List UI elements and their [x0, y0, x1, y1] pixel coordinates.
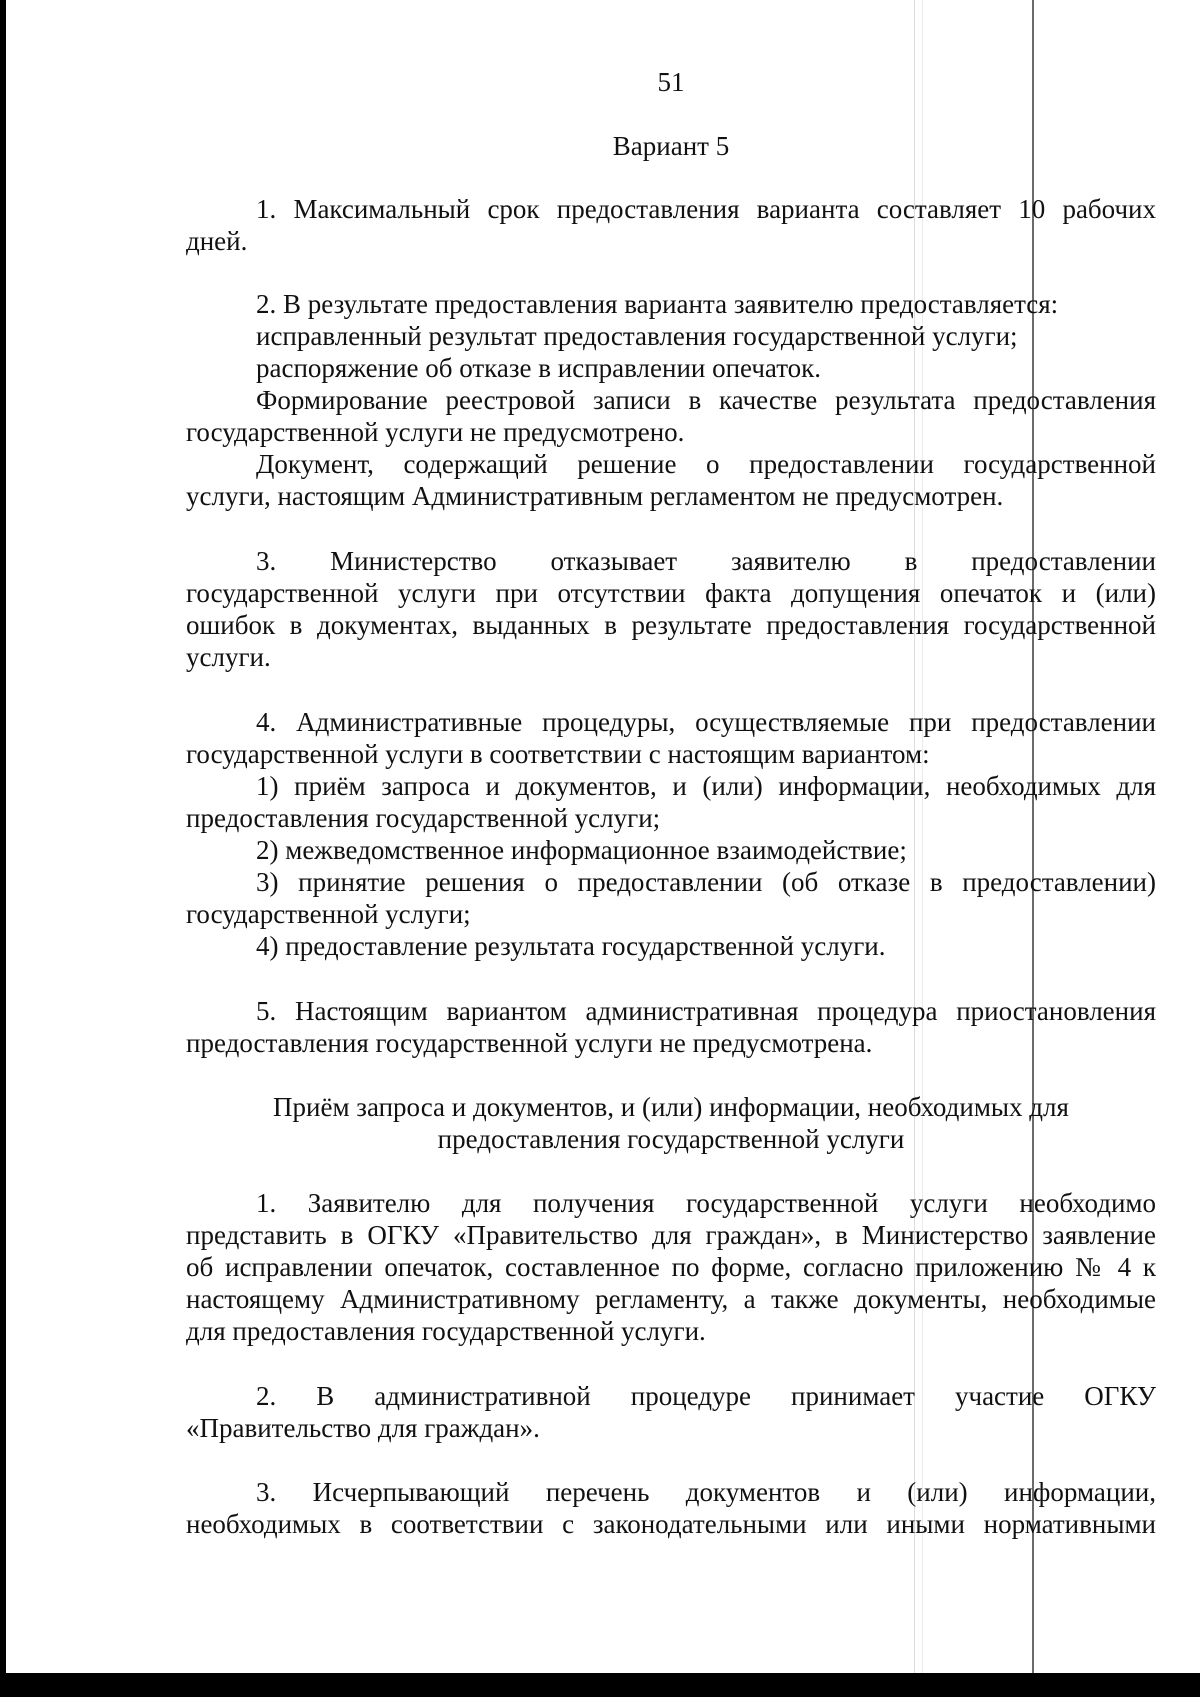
paragraph-line: 1. Максимальный срок предоставления варианта составляет 10 рабочих — [256, 194, 1156, 224]
paragraph-line: 3. Исчерпывающий перечень документов и (или) информации, — [256, 1477, 1156, 1507]
list-item: 1) приём запроса и документов, и (или) информации, необходимых для — [256, 771, 1156, 801]
scan-artifact-line — [922, 0, 923, 1673]
paragraph-line: 3. Министерство отказывает заявителю в предоставлении — [256, 546, 1156, 576]
list-item: 2) межведомственное информационное взаимодействие; — [256, 835, 907, 865]
paragraph-line: дней. — [186, 226, 248, 256]
page-number: 51 — [657, 67, 685, 97]
paragraph-line: услуги. — [186, 642, 271, 672]
paragraph-line: для предоставления государственной услуги. — [186, 1316, 706, 1346]
paragraph-line: Формирование реестровой записи в качестве результата предоставления — [256, 385, 1156, 415]
paragraph-line: государственной услуги не предусмотрено. — [186, 417, 685, 447]
scan-artifact-line — [1032, 0, 1034, 1673]
scan-artifact-line — [914, 0, 915, 1673]
paragraph-line: 1. Заявителю для получения государственной услуги необходимо — [256, 1188, 1156, 1218]
paragraph-line: представить в ОГКУ «Правительство для граждан», в Министерство заявление — [186, 1220, 1156, 1250]
paragraph-line: об исправлении опечаток, составленное по форме, согласно приложению № 4 к — [186, 1252, 1156, 1282]
paragraph-line: настоящему Административному регламенту, а также документы, необходимые — [186, 1284, 1156, 1314]
paragraph-line: необходимых в соответствии с законодательными или иными нормативными — [186, 1509, 1156, 1539]
paragraph-line: ошибок в документах, выданных в результате предоставления государственной — [186, 610, 1156, 640]
paragraph-line: исправленный результат предоставления государственной услуги; — [256, 321, 1018, 351]
paragraph-line: «Правительство для граждан». — [186, 1413, 540, 1443]
paragraph-line: государственной услуги при отсутствии факта допущения опечаток и (или) — [186, 578, 1156, 608]
paragraph-line: 2. В результате предоставления варианта заявителю предоставляется: — [256, 289, 1059, 319]
list-item: 3) принятие решения о предоставлении (об отказе в предоставлении) — [256, 867, 1156, 897]
paragraph-line: государственной услуги; — [186, 899, 471, 929]
paragraph-line: предоставления государственной услуги; — [186, 803, 661, 833]
section-heading: предоставления государственной услуги — [437, 1124, 905, 1154]
paragraph-line: 4. Административные процедуры, осуществляемые при предоставлении — [256, 707, 1156, 737]
paragraph-line: Документ, содержащий решение о предоставлении государственной — [256, 449, 1156, 479]
paragraph-line: распоряжение об отказе в исправлении опечаток. — [256, 353, 822, 383]
paragraph-line: 2. В административной процедуре принимает участие ОГКУ — [256, 1381, 1156, 1411]
paragraph-line: предоставления государственной услуги не предусмотрена. — [186, 1028, 873, 1058]
paragraph-line: услуги, настоящим Административным регламентом не предусмотрен. — [186, 481, 1004, 511]
scan-border-bottom — [0, 1673, 1200, 1697]
scan-border-left — [0, 0, 6, 1697]
paragraph-line: 5. Настоящим вариантом административная процедура приостановления — [256, 996, 1156, 1026]
paragraph-line: государственной услуги в соответствии с настоящим вариантом: — [186, 739, 930, 769]
list-item: 4) предоставление результата государственной услуги. — [256, 931, 886, 961]
section-heading: Приём запроса и документов, и (или) информации, необходимых для — [273, 1092, 1069, 1122]
variant-title: Вариант 5 — [612, 131, 730, 161]
